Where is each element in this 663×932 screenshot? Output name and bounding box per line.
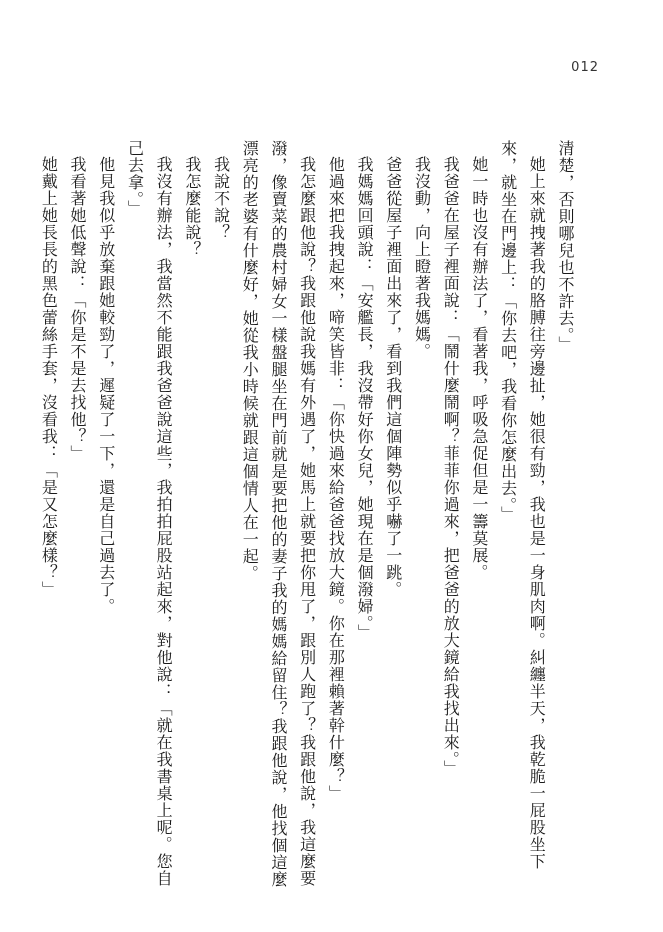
paragraph-10: 我說不說？ (211, 156, 231, 241)
paragraph-4: 我爸爸在屋子裡面說：「鬧什麼鬧啊？菲菲你過來，把爸爸的放大鏡給我找出來。」 (441, 156, 461, 777)
paragraph-15: 她戴上她長長的黑色蕾絲手套，沒看我：「是又怎麼樣？」 (39, 156, 59, 598)
paragraph-3: 她一時也沒有辦法了，看著我，呼吸急促但是一籌莫展。 (469, 156, 489, 581)
paragraph-8: 他過來把我拽起來，啼笑皆非：「你快過來給爸爸找放大鏡。你在那裡賴著幹什麼？」 (326, 156, 346, 802)
paragraph-9: 我怎麼跟他說？我跟他說我媽有外遇了，她馬上就要把你甩了，跟別人跑了？我跟他說，我這麼要潑，像賣菜的農村婦女一樣盤腿坐在門前就是要把他的妻子我的媽媽給留住？我跟他說，他找個這麼漂亮的老婆有什麼好，她從我小時候就跟這個情人在一起。 (240, 140, 317, 888)
paragraph-7: 我媽媽回頭說：「安艦長，我沒帶好你女兒，她現在是個潑婦。」 (355, 156, 375, 641)
paragraph-11: 我怎麼能說？ (182, 156, 202, 258)
paragraph-14: 我看著她低聲說：「你是不是去找他？」 (68, 156, 88, 462)
paragraph-5: 我沒動，向上瞪著我媽媽。 (412, 156, 432, 360)
vertical-text-body (39, 140, 579, 900)
paragraph-12: 我沒有辦法，我當然不能跟我爸爸說這些，我拍拍屁股站起來，對他說：「就在我書桌上呢。您自己去拿。」 (125, 140, 174, 887)
paragraph-13: 他見我似乎放棄跟她較勁了，遲疑了一下，還是自己過去了。 (96, 156, 116, 615)
page-number: 012 (571, 60, 599, 75)
paragraph-6: 爸爸從屋子裡面出來了，看到我們這個陣勢似乎嚇了一跳。 (383, 156, 403, 598)
paragraph-1: 清楚，否則哪兒也不許去。」 (556, 140, 575, 353)
paragraph-2: 她上來就拽著我的胳膊往旁邊扯，她很有勁，我也是一身肌肉啊。糾纏半天，我乾脆一屁股坐下來，就坐在門邊上：「你去吧，我看你怎麼出去。」 (498, 140, 547, 870)
